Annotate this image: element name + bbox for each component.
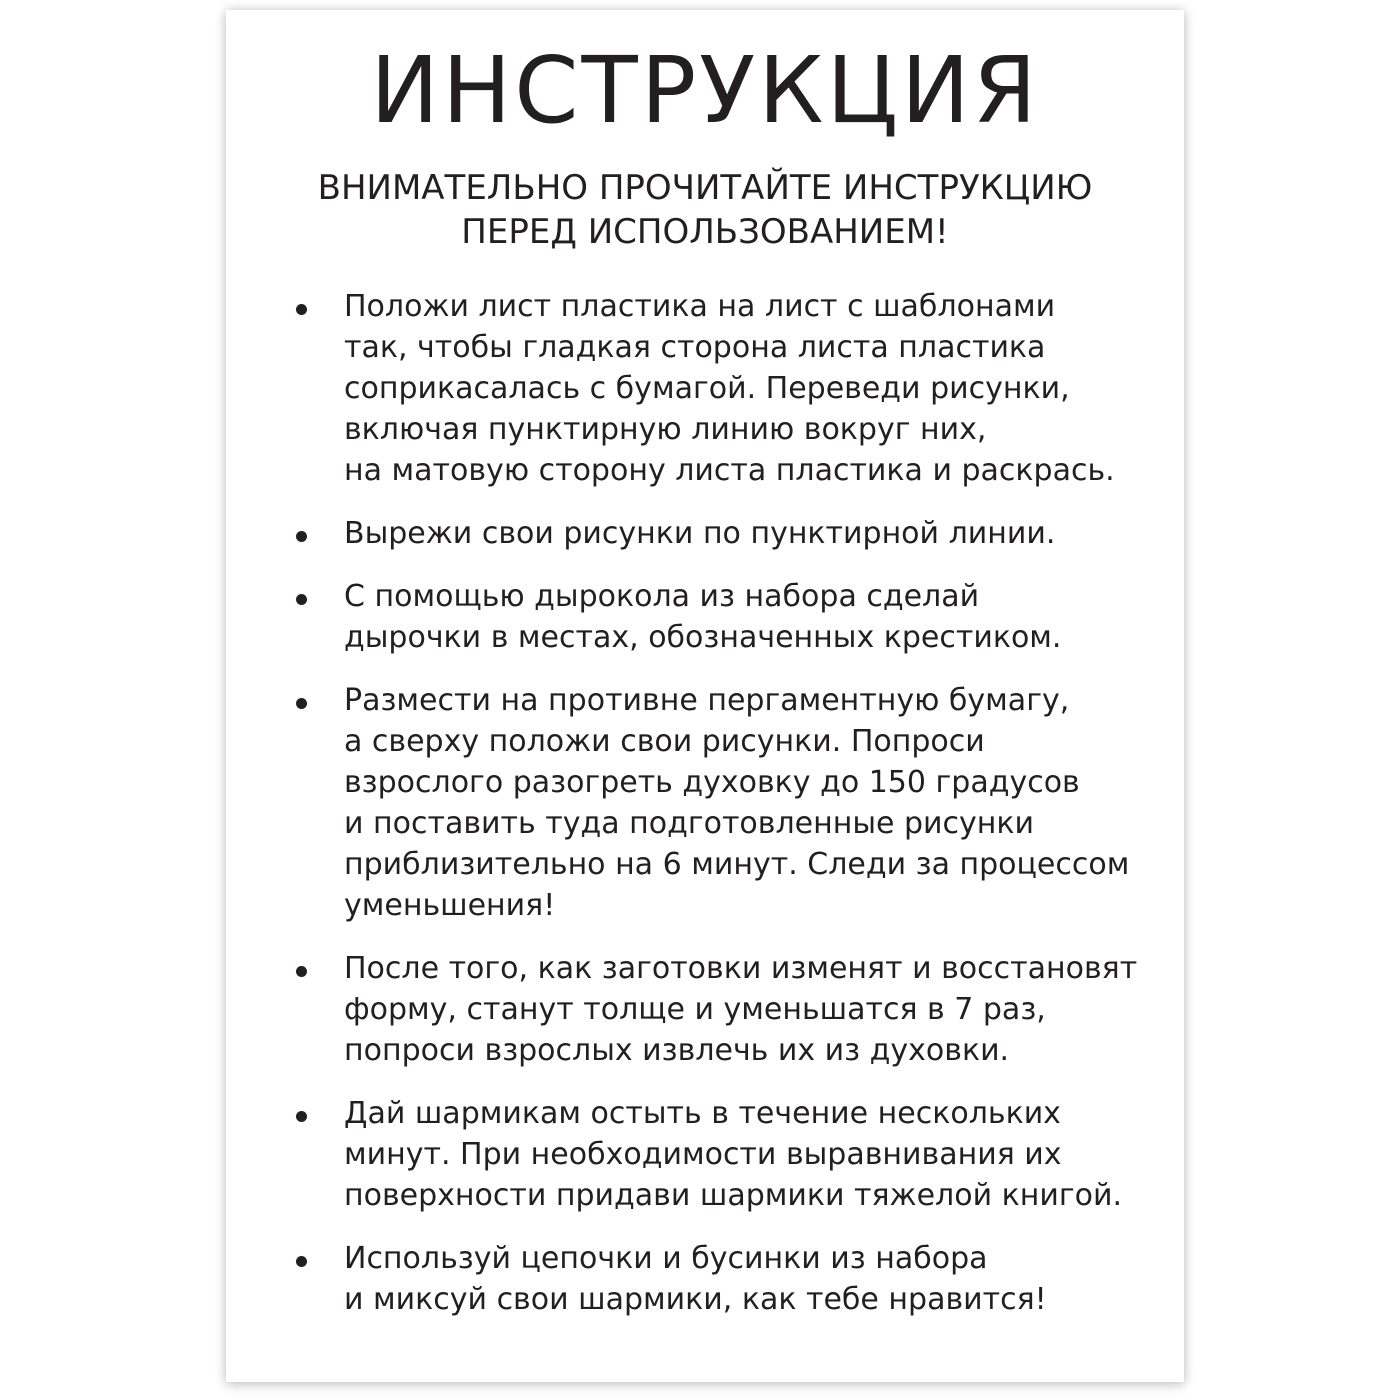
text-line: а сверху положи свои рисунки. Попроси <box>344 724 985 759</box>
list-item <box>296 680 1156 926</box>
list-item-text <box>344 576 1156 658</box>
list-item <box>296 286 1156 491</box>
list-item <box>296 1093 1156 1216</box>
instruction-sheet <box>226 10 1184 1382</box>
list-item-text <box>344 286 1156 491</box>
text-line: и миксуй свои шармики, как тебе нравится! <box>344 1282 1047 1317</box>
bullet-icon <box>296 594 307 605</box>
text-line: попроси взрослых извлечь их из духовки. <box>344 1033 1010 1068</box>
subtitle-line: ПЕРЕД ИСПОЛЬЗОВАНИЕМ! <box>461 212 949 252</box>
bullet-icon <box>296 1111 307 1122</box>
list-item <box>296 576 1156 658</box>
text-line: уменьшения! <box>344 888 556 923</box>
bullet-icon <box>296 698 307 709</box>
text-line: поверхности придави шармики тяжелой книгой. <box>344 1178 1122 1213</box>
bullet-icon <box>296 531 307 542</box>
text-line: и поставить туда подготовленные рисунки <box>344 806 1035 841</box>
bullet-icon <box>296 966 307 977</box>
list-item-text <box>344 1238 1156 1320</box>
subtitle-line: ВНИМАТЕЛЬНО ПРОЧИТАЙТЕ ИНСТРУКЦИЮ <box>317 168 1093 208</box>
text-line: дырочки в местах, обозначенных крестиком. <box>344 620 1062 655</box>
text-line: взрослого разогреть духовку до 150 градусов <box>344 765 1080 800</box>
bullet-icon <box>296 1256 307 1267</box>
subtitle <box>226 166 1184 254</box>
text-line: С помощью дырокола из набора сделай <box>344 579 980 614</box>
page-title: ИНСТРУКЦИЯ <box>370 37 1040 144</box>
bullet-icon <box>296 304 307 315</box>
text-line: соприкасалась с бумагой. Переведи рисунки, <box>344 371 1070 406</box>
instruction-list <box>296 286 1156 1342</box>
list-item-text <box>344 1093 1156 1216</box>
text-line: так, чтобы гладкая сторона листа пластика <box>344 330 1046 365</box>
text-line: Положи лист пластика на лист с шаблонами <box>344 289 1056 324</box>
text-line: Размести на противне пергаментную бумагу, <box>344 683 1070 718</box>
text-line: После того, как заготовки изменят и восстановят <box>344 951 1138 986</box>
text-line: форму, станут толще и уменьшатся в 7 раз, <box>344 992 1046 1027</box>
list-item-text <box>344 680 1156 926</box>
text-line: Дай шармикам остыть в течение нескольких <box>344 1096 1061 1131</box>
text-line: минут. При необходимости выравнивания их <box>344 1137 1062 1172</box>
text-line: включая пунктирную линию вокруг них, <box>344 412 987 447</box>
text-line: Используй цепочки и бусинки из набора <box>344 1241 988 1276</box>
list-item-text <box>344 513 1156 554</box>
text-line: Вырежи свои рисунки по пунктирной линии. <box>344 516 1056 551</box>
text-line: приблизительно на 6 минут. Следи за процессом <box>344 847 1130 882</box>
list-item <box>296 513 1156 554</box>
list-item <box>296 948 1156 1071</box>
list-item-text <box>344 948 1156 1071</box>
list-item <box>296 1238 1156 1320</box>
text-line: на матовую сторону листа пластика и раскрась. <box>344 453 1115 488</box>
